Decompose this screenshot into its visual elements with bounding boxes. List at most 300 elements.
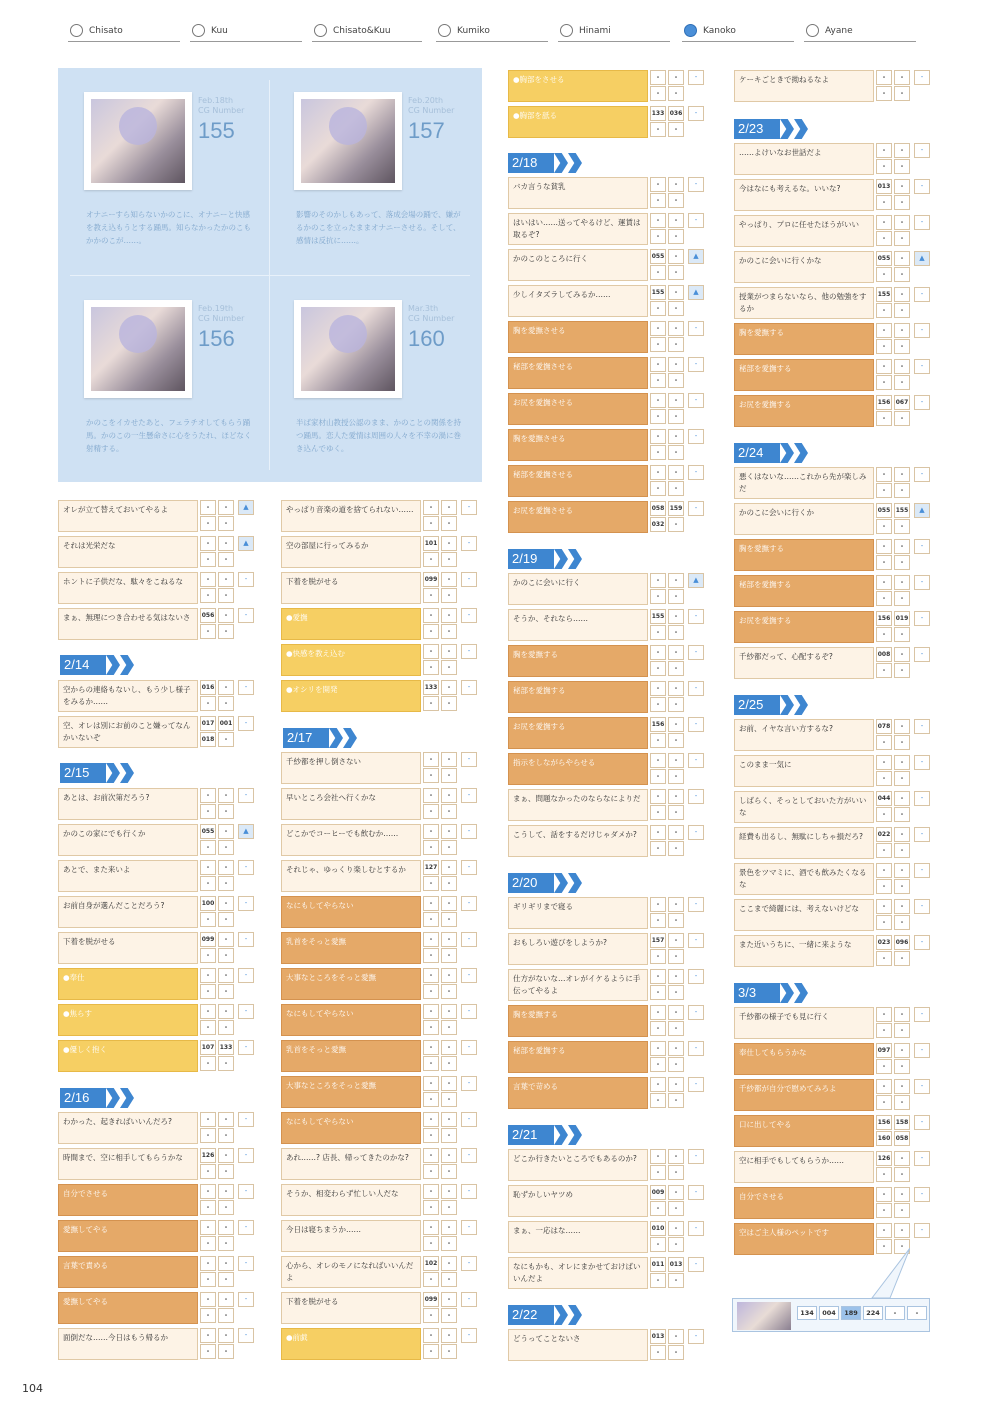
choice-label: ●優しく抱く	[58, 1040, 198, 1072]
choice-label: 下着を脱がせる	[281, 1292, 421, 1324]
cg-cells	[423, 1256, 457, 1288]
cg-thumbnail[interactable]	[294, 300, 402, 398]
cg-cell: -	[894, 1187, 910, 1202]
choice-row	[281, 1220, 479, 1252]
cg-cell: 008	[876, 647, 892, 662]
cg-cell: -	[218, 876, 234, 891]
choice-row	[734, 575, 932, 607]
choice-label: 愛撫してやる	[58, 1292, 198, 1324]
cg-gallery-panel	[58, 68, 482, 482]
cg-cell: -	[423, 624, 439, 639]
cg-cells	[200, 716, 234, 748]
cg-cell: -	[218, 1184, 234, 1199]
cg-cell: -	[894, 827, 910, 842]
choice-label: 経費も出るし、無駄にしちゃ損だろ?	[734, 827, 874, 859]
choice-label: お尻を愛撫する	[508, 717, 648, 749]
cg-cell: -	[894, 755, 910, 770]
cg-cell: 011	[650, 1257, 666, 1272]
radio-icon	[438, 24, 451, 37]
choice-row	[58, 932, 256, 964]
cg-cell: -	[894, 287, 910, 302]
choice-row	[58, 572, 256, 604]
cg-cell: -	[218, 1128, 234, 1143]
choice-label: 秘部を愛撫させる	[508, 465, 648, 497]
cg-cell: -	[668, 86, 684, 101]
chevron-right-icon	[554, 1305, 568, 1325]
choice-row	[508, 933, 706, 965]
chevron-right-icon	[794, 443, 808, 463]
cg-cell: -	[441, 788, 457, 803]
cg-cell: -	[423, 608, 439, 623]
cg-cell: -	[668, 321, 684, 336]
cg-cell: -	[200, 1128, 216, 1143]
choice-label: 千紗都を押し倒さない	[281, 752, 421, 784]
cg-thumbnail[interactable]	[84, 300, 192, 398]
cg-cell: -	[894, 1167, 910, 1182]
cg-cells	[650, 933, 684, 965]
choice-label: ●胸部を舐る	[508, 106, 648, 138]
choice-row	[734, 503, 932, 535]
choice-row	[734, 1151, 932, 1183]
cg-cell: -	[668, 1345, 684, 1360]
date-header	[734, 983, 814, 1003]
cg-cell: -	[441, 896, 457, 911]
cg-cells	[650, 573, 684, 605]
cg-cells	[423, 932, 457, 964]
cg-cell: -	[218, 1344, 234, 1359]
cg-cells	[200, 1184, 234, 1216]
choice-label: お尻を愛撫させる	[508, 393, 648, 425]
cg-cells	[650, 1005, 684, 1037]
cg-cell: -	[218, 1200, 234, 1215]
cg-cell: -	[894, 879, 910, 894]
cg-cells	[200, 608, 234, 640]
cg-cell: -	[876, 899, 892, 914]
radio-icon	[70, 24, 83, 37]
cg-cell: -	[876, 1095, 892, 1110]
cg-cells	[650, 1149, 684, 1181]
choice-row	[734, 863, 932, 895]
cg-cells	[200, 1004, 234, 1036]
cg-thumbnail[interactable]	[294, 92, 402, 190]
cg-cell: -	[423, 804, 439, 819]
choice-row	[734, 179, 932, 211]
choice-label: 下着を脱がせる	[281, 572, 421, 604]
cg-cells	[876, 827, 910, 859]
cg-cell: 023	[876, 935, 892, 950]
cg-cell: -	[668, 1149, 684, 1164]
cg-cell: -	[218, 572, 234, 587]
cg-cell: -	[650, 841, 666, 856]
cg-entry	[268, 276, 468, 471]
cg-cells	[650, 609, 684, 641]
cg-cell: -	[650, 1093, 666, 1108]
choice-label: そうか、相変わらず忙しい人だな	[281, 1184, 421, 1216]
cg-cells	[200, 1292, 234, 1324]
cg-cell: -	[441, 660, 457, 675]
cg-cell: -	[650, 301, 666, 316]
route-marker-icon: -	[688, 393, 704, 408]
choice-label: 景色をツマミに、酒でも飲みたくなるな	[734, 863, 874, 895]
cg-cells	[200, 860, 234, 892]
cg-cell: -	[876, 1023, 892, 1038]
cg-cell: -	[894, 1095, 910, 1110]
route-marker-icon: -	[688, 106, 704, 121]
cg-cells	[876, 143, 910, 175]
choice-row	[508, 573, 706, 605]
cg-cells	[423, 1328, 457, 1360]
cg-cell: -	[441, 984, 457, 999]
cg-entry	[58, 68, 258, 263]
cg-cell: -	[668, 193, 684, 208]
cg-cell: 133	[218, 1040, 234, 1055]
cg-cell: -	[668, 733, 684, 748]
cg-cell: 036	[668, 106, 684, 121]
cg-cell: -	[218, 1112, 234, 1127]
cg-cell: -	[200, 1200, 216, 1215]
cg-cell: -	[650, 573, 666, 588]
chevron-right-icon	[780, 443, 794, 463]
tab-hinami[interactable]: Hinami	[558, 20, 670, 42]
cg-number-cell: -	[885, 1306, 905, 1320]
cg-cell: -	[200, 1292, 216, 1307]
cg-cell: -	[441, 1308, 457, 1323]
cg-description: かのこをイカせたあと、フェラチオしてもらう踊馬。かのこの一生懸命さに心をうたれ、ほどなく射精する。	[86, 418, 252, 453]
cg-cell: -	[668, 70, 684, 85]
cg-cell: -	[650, 321, 666, 336]
choice-label: そうか、それなら……	[508, 609, 648, 641]
choice-row	[734, 647, 932, 679]
cg-number-cell: 004	[819, 1306, 839, 1320]
cg-cell: -	[894, 519, 910, 534]
cg-cell: -	[423, 1328, 439, 1343]
cg-cell: -	[200, 516, 216, 531]
choice-label: あとで、また来いよ	[58, 860, 198, 892]
cg-cell: -	[218, 1292, 234, 1307]
choice-row	[281, 1112, 479, 1144]
cg-cell: -	[423, 1112, 439, 1127]
choice-label: バカ言うな貧乳	[508, 177, 648, 209]
cg-cells	[650, 429, 684, 461]
chevron-right-icon	[343, 728, 357, 748]
cg-cell: -	[894, 627, 910, 642]
cg-cell: -	[668, 1185, 684, 1200]
choice-label: 悪くはないな……これから先が楽しみだ	[734, 467, 874, 499]
cg-cell: -	[650, 429, 666, 444]
route-marker-icon: -	[461, 968, 477, 983]
cg-cell: -	[876, 663, 892, 678]
cg-cell: -	[423, 1148, 439, 1163]
choice-label: 面倒だな……今日はもう帰るか	[58, 1328, 198, 1360]
cg-cell: -	[441, 552, 457, 567]
route-marker-icon: -	[914, 1115, 930, 1130]
cg-cell: -	[218, 1004, 234, 1019]
cg-cells	[423, 788, 457, 820]
choice-label: お前自身が選んだことだろう?	[58, 896, 198, 928]
cg-cell: -	[894, 539, 910, 554]
cg-cell: -	[200, 1020, 216, 1035]
choice-row	[281, 608, 479, 640]
chevron-right-icon	[794, 695, 808, 715]
choice-label: それじゃ、ゆっくり楽しむとするか	[281, 860, 421, 892]
choice-label: ……よけいなお世話だよ	[734, 143, 874, 175]
cg-cells	[650, 465, 684, 497]
choice-row	[508, 106, 706, 138]
cg-cell: -	[668, 465, 684, 480]
cg-cell: -	[668, 789, 684, 804]
choice-label: 少しイタズラしてみるか……	[508, 285, 648, 317]
route-marker-icon: -	[914, 143, 930, 158]
choice-label: 奉仕してもらうかな	[734, 1043, 874, 1075]
choice-label: はいはい……送ってやるけど、運賃は取るぞ?	[508, 213, 648, 245]
choice-row	[508, 501, 706, 533]
cg-cells	[650, 70, 684, 102]
chevron-right-icon	[794, 983, 808, 1003]
cg-cell: -	[650, 769, 666, 784]
cg-cell: 055	[876, 503, 892, 518]
cg-number-cell: 134	[797, 1306, 817, 1320]
choice-row	[508, 825, 706, 857]
choice-row	[58, 608, 256, 640]
choice-row	[508, 357, 706, 389]
choice-row	[734, 755, 932, 787]
route-marker-icon: -	[914, 575, 930, 590]
cg-cell: -	[200, 572, 216, 587]
route-marker-icon: -	[914, 539, 930, 554]
date-label: 2/19	[508, 549, 554, 569]
cg-cell: -	[423, 948, 439, 963]
cg-cell: -	[441, 516, 457, 531]
tab-kuu[interactable]: Kuu	[190, 20, 302, 42]
choice-row	[508, 1077, 706, 1109]
choice-row	[508, 321, 706, 353]
choice-row	[58, 1292, 256, 1324]
cg-cell: -	[650, 825, 666, 840]
choice-row	[281, 1040, 479, 1072]
choice-label: また近いうちに、一緒に来ような	[734, 935, 874, 967]
route-marker-icon: -	[238, 1148, 254, 1163]
cg-cell: -	[423, 876, 439, 891]
cg-cells	[423, 1220, 457, 1252]
choice-row	[508, 393, 706, 425]
cg-cells	[876, 1151, 910, 1183]
cg-thumbnail[interactable]	[737, 1302, 791, 1330]
route-marker-icon: -	[461, 752, 477, 767]
cg-cell: -	[650, 1041, 666, 1056]
choice-label: 早いところ会社へ行くかな	[281, 788, 421, 820]
date-label: 2/14	[60, 655, 106, 675]
date-label: 2/24	[734, 443, 780, 463]
route-marker-icon: -	[914, 1007, 930, 1022]
cg-cell: -	[894, 411, 910, 426]
route-marker-icon: -	[461, 860, 477, 875]
cg-cell: -	[876, 555, 892, 570]
tab-kanoko[interactable]: Kanoko	[682, 20, 794, 42]
cg-cells	[650, 1185, 684, 1217]
cg-cell: -	[876, 215, 892, 230]
route-marker-icon: -	[688, 213, 704, 228]
cg-cell: -	[441, 1200, 457, 1215]
cg-cell: -	[668, 897, 684, 912]
date-header	[60, 655, 140, 675]
cg-cell: -	[668, 1273, 684, 1288]
cg-cell: -	[218, 912, 234, 927]
cg-cells	[876, 359, 910, 391]
cg-cells	[200, 536, 234, 568]
route-marker-icon: -	[461, 1112, 477, 1127]
cg-cell: -	[200, 1272, 216, 1287]
cg-cells	[876, 935, 910, 967]
cg-cell: -	[200, 968, 216, 983]
cg-cell: -	[423, 1220, 439, 1235]
cg-cells	[650, 1257, 684, 1289]
cg-cell: -	[894, 267, 910, 282]
cg-cell: -	[423, 1184, 439, 1199]
chevron-right-icon	[780, 983, 794, 1003]
route-marker-icon: -	[688, 321, 704, 336]
cg-cell: -	[668, 949, 684, 964]
choice-row	[734, 611, 932, 643]
cg-cell: -	[441, 1272, 457, 1287]
cg-cell: -	[218, 860, 234, 875]
route-marker-icon: -	[238, 1328, 254, 1343]
cg-cell: -	[423, 912, 439, 927]
cg-cell: -	[876, 1059, 892, 1074]
cg-cell: -	[423, 968, 439, 983]
cg-cells	[200, 680, 234, 712]
cg-cell: -	[876, 1007, 892, 1022]
choice-label: それは光栄だな	[58, 536, 198, 568]
cg-thumbnail[interactable]	[84, 92, 192, 190]
cg-cell: 133	[423, 680, 439, 695]
tab-ayane[interactable]: Ayane	[804, 20, 916, 42]
choice-row	[734, 215, 932, 247]
cg-cell: -	[668, 481, 684, 496]
choice-row	[281, 752, 479, 784]
cg-cell: -	[650, 753, 666, 768]
choice-row	[734, 287, 932, 319]
cg-cell: -	[876, 267, 892, 282]
choice-label: 言葉で苛める	[508, 1077, 648, 1109]
tab-kumiko[interactable]: Kumiko	[436, 20, 548, 42]
date-header	[734, 119, 814, 139]
route-marker-icon: -	[688, 897, 704, 912]
cg-cell: -	[441, 624, 457, 639]
choice-label: 大事なところをそっと愛撫	[281, 968, 421, 1000]
cg-cell: -	[423, 932, 439, 947]
route-marker-icon: -	[688, 969, 704, 984]
choice-row	[734, 70, 932, 102]
choice-row	[508, 645, 706, 677]
choice-row	[281, 1292, 479, 1324]
cg-cells	[423, 1076, 457, 1108]
choice-label: 胸を愛撫する	[734, 539, 874, 571]
route-marker-icon: -	[914, 1151, 930, 1166]
cg-cell: -	[668, 265, 684, 280]
choice-label: 千紗都だって、心配するぞ?	[734, 647, 874, 679]
cg-cell: -	[876, 195, 892, 210]
cg-cell: -	[441, 1256, 457, 1271]
cg-cell: -	[218, 984, 234, 999]
cg-cell: -	[894, 807, 910, 822]
choice-label: 胸を愛撫する	[508, 1005, 648, 1037]
route-marker-icon: -	[238, 716, 254, 731]
cg-cell: 156	[876, 611, 892, 626]
route-marker-icon: -	[914, 935, 930, 950]
cg-cell: -	[876, 591, 892, 606]
choice-label: ギリギリまで寝る	[508, 897, 648, 929]
cg-cells	[423, 752, 457, 784]
cg-cell: -	[876, 483, 892, 498]
cg-cells	[200, 1328, 234, 1360]
choice-label: おもしろい遊びをしようか?	[508, 933, 648, 965]
cg-cell: -	[650, 789, 666, 804]
cg-cell: -	[441, 1148, 457, 1163]
cg-cells	[876, 1187, 910, 1219]
cg-cell: -	[668, 969, 684, 984]
cg-cell: -	[218, 948, 234, 963]
cg-cell: -	[650, 645, 666, 660]
cg-cell: -	[894, 303, 910, 318]
choice-label: やっぱり、プロに任せたほうがいい	[734, 215, 874, 247]
cg-cell: -	[894, 143, 910, 158]
cg-cell: -	[894, 1079, 910, 1094]
route-marker-icon: -	[914, 863, 930, 878]
cg-cells	[650, 897, 684, 929]
cg-cell: -	[668, 1005, 684, 1020]
route-marker-icon: -	[461, 1040, 477, 1055]
cg-cells	[200, 896, 234, 928]
choice-row	[508, 717, 706, 749]
cg-cell: -	[650, 1005, 666, 1020]
cg-cell: 032	[650, 517, 666, 532]
route-marker-icon: -	[914, 359, 930, 374]
cg-cell: -	[876, 843, 892, 858]
cg-cell: -	[894, 359, 910, 374]
date-header	[508, 1125, 588, 1145]
cg-cell: 155	[876, 287, 892, 302]
cg-cell: -	[200, 788, 216, 803]
tab-chisato[interactable]: Chisato	[68, 20, 180, 42]
route-marker-icon: ▲	[688, 249, 704, 264]
tab-chisato-kuu[interactable]: Chisato&Kuu	[312, 20, 422, 42]
cg-cell: -	[668, 1329, 684, 1344]
cg-cell: -	[668, 769, 684, 784]
cg-cell: -	[650, 337, 666, 352]
choice-label: 空の部屋に行ってみるか	[281, 536, 421, 568]
cg-description: オナニーすら知らないかのこに、オナニーと快感を教え込もうとする踊馬。知らなかったかのこもかかのこが……。	[86, 210, 251, 245]
cg-cell: -	[668, 1041, 684, 1056]
cg-cell: -	[218, 1236, 234, 1251]
cg-cell: -	[650, 265, 666, 280]
cg-cell: -	[441, 608, 457, 623]
choice-label: 空からの連絡もないし、もう少し様子をみるか……	[58, 680, 198, 712]
cg-cell: -	[441, 876, 457, 891]
cg-cell: -	[650, 86, 666, 101]
cg-cell: -	[894, 863, 910, 878]
cg-cell: 097	[876, 1043, 892, 1058]
chevron-right-icon	[106, 655, 120, 675]
cg-cell: 133	[650, 106, 666, 121]
choice-row	[508, 753, 706, 785]
cg-cell: -	[668, 1021, 684, 1036]
route-marker-icon: -	[914, 1043, 930, 1058]
route-marker-icon: -	[914, 179, 930, 194]
cg-cell: -	[200, 1184, 216, 1199]
cg-cells	[876, 755, 910, 787]
route-marker-icon: -	[461, 680, 477, 695]
route-marker-icon: -	[914, 395, 930, 410]
